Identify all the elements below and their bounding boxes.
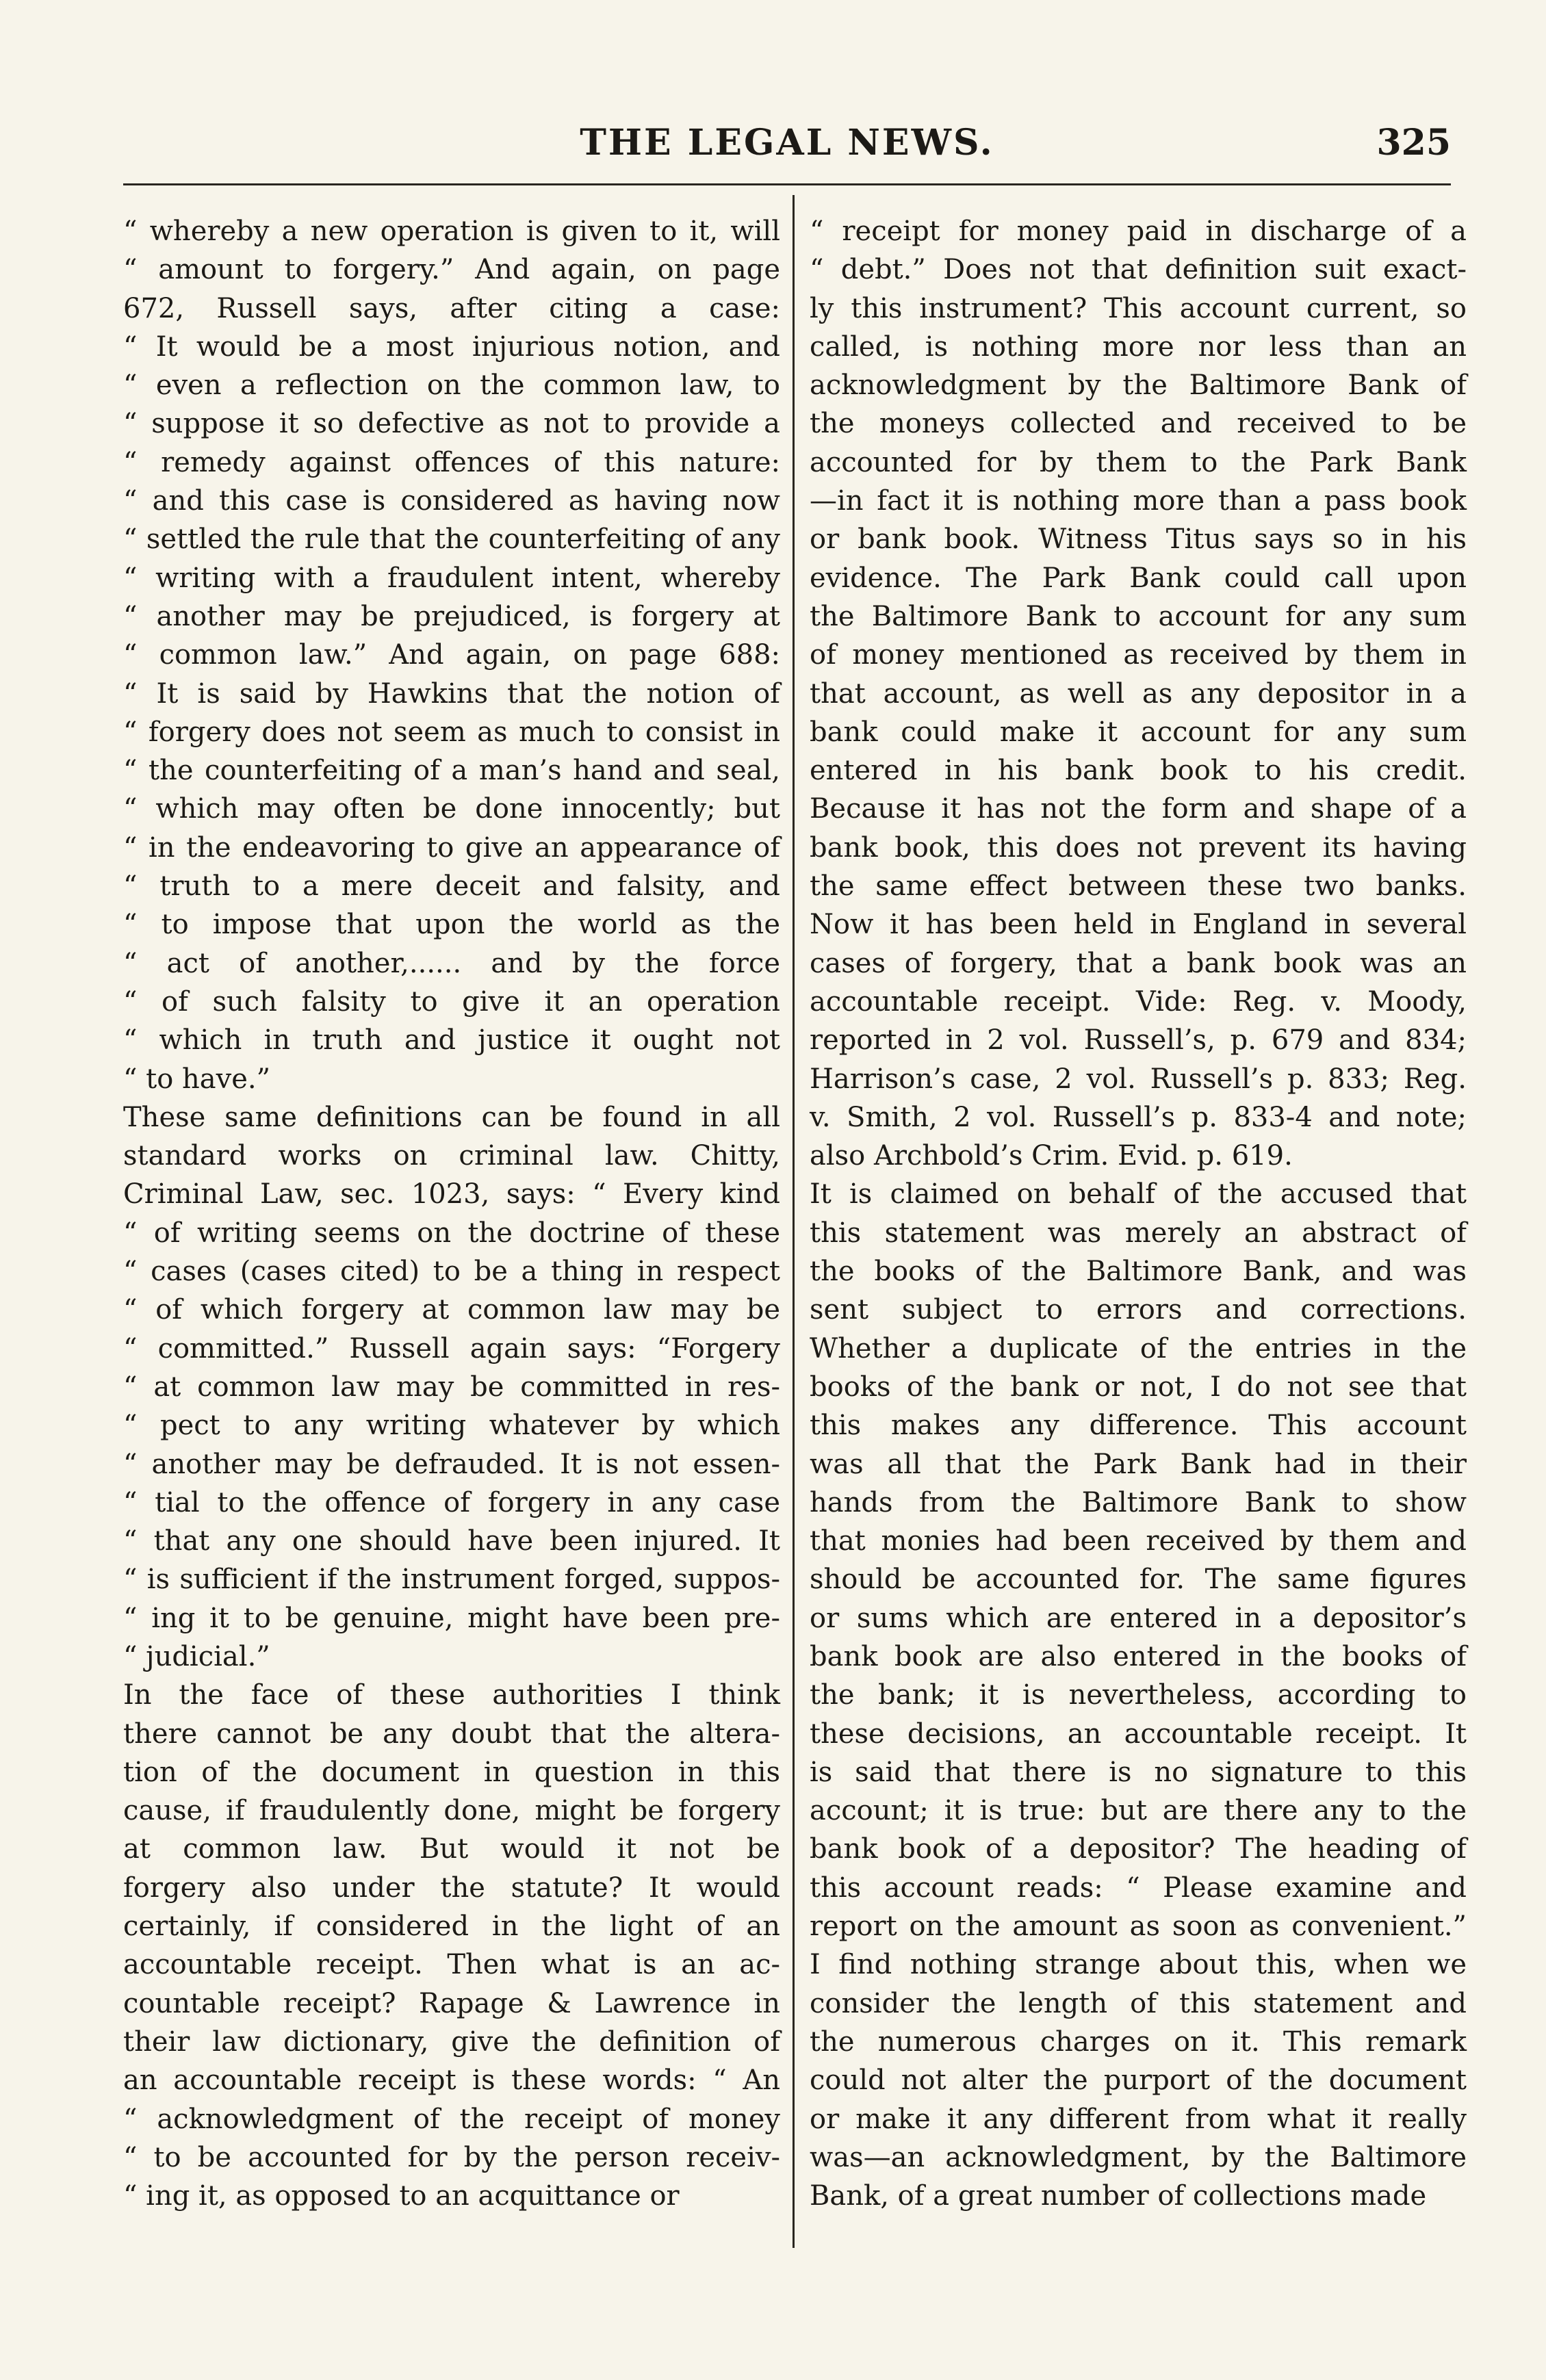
- text-line: that account, as well as any depositor in a: [810, 677, 1467, 710]
- text-line: “ It is said by Hawkins that the notion of: [123, 677, 780, 710]
- text-line: called, is nothing more nor less than an: [810, 331, 1467, 363]
- text-line: cause, if fraudulently done, might be forgery: [123, 1795, 780, 1827]
- text-line: Now it has been held in England in several: [810, 909, 1467, 941]
- text-line: bank book, this does not prevent its having: [810, 831, 1467, 864]
- text-line: “ the counterfeiting of a man’s hand and seal,: [123, 755, 780, 787]
- text-line: v. Smith, 2 vol. Russell’s p. 833-4 and note;: [810, 1101, 1467, 1133]
- text-line: tion of the document in question in this: [123, 1756, 780, 1788]
- text-line: this statement was merely an abstract of: [810, 1217, 1467, 1249]
- text-line: “ truth to a mere deceit and falsity, and: [123, 870, 780, 903]
- text-line: ly this instrument? This account current, so: [810, 292, 1467, 324]
- text-line: “ pect to any writing whatever by which: [123, 1410, 780, 1442]
- text-line: “ to impose that upon the world as the: [123, 909, 780, 941]
- text-line: or make it any different from what it really: [810, 2103, 1467, 2135]
- text-line: It is claimed on behalf of the accused that: [810, 1178, 1467, 1211]
- journal-title: THE LEGAL NEWS.: [580, 122, 994, 164]
- text-line: also Archbold’s Crim. Evid. p. 619.: [810, 1140, 1293, 1172]
- text-line: at common law. But would it not be: [123, 1833, 780, 1865]
- text-line: certainly, if considered in the light of an: [123, 1911, 780, 1943]
- text-line: “ debt.” Does not that definition suit exact-: [810, 254, 1467, 286]
- text-line: 672, Russell says, after citing a case:: [123, 292, 780, 324]
- text-line: forgery also under the statute? It would: [123, 1872, 780, 1904]
- text-line: “ that any one should have been injured. It: [123, 1525, 780, 1557]
- text-line: Because it has not the form and shape of a: [810, 793, 1467, 825]
- text-line: “ of such falsity to give it an operation: [123, 985, 780, 1018]
- text-line: “ suppose it so defective as not to provide a: [123, 408, 780, 440]
- text-line: Bank, of a great number of collections made: [810, 2180, 1427, 2212]
- column-divider: [793, 195, 795, 2248]
- left-column: [123, 212, 780, 2215]
- header-rule: [123, 183, 1451, 185]
- text-line: “ writing with a fraudulent intent, whereby: [123, 562, 780, 594]
- text-line: the numerous charges on it. This remark: [810, 2026, 1467, 2058]
- text-line: “ to be accounted for by the person receiv-: [123, 2141, 780, 2173]
- text-line: entered in his bank book to his credit.: [810, 755, 1467, 787]
- text-line: “ cases (cases cited) to be a thing in respect: [123, 1256, 780, 1288]
- text-line: accountable receipt. Vide: Reg. v. Moody,: [810, 985, 1467, 1018]
- text-line: acknowledgment by the Baltimore Bank of: [810, 370, 1467, 402]
- text-line: reported in 2 vol. Russell’s, p. 679 and 834;: [810, 1024, 1467, 1057]
- text-line: this makes any difference. This account: [810, 1410, 1467, 1442]
- text-line: accounted for by them to the Park Bank: [810, 446, 1467, 478]
- text-line: the books of the Baltimore Bank, and was: [810, 1256, 1467, 1288]
- text-line: In the face of these authorities I think: [123, 1679, 780, 1711]
- text-line: cases of forgery, that a bank book was an: [810, 947, 1467, 979]
- text-line: was all that the Park Bank had in their: [810, 1448, 1467, 1480]
- text-line: “ which in truth and justice it ought not: [123, 1024, 780, 1057]
- text-line: “ tial to the offence of forgery in any case: [123, 1486, 780, 1518]
- text-line: “ another may be defrauded. It is not essen-: [123, 1448, 780, 1480]
- page-number: 325: [1376, 122, 1451, 164]
- right-column: [810, 212, 1467, 2215]
- text-line: bank book are also entered in the books of: [810, 1640, 1467, 1672]
- text-line: “ which may often be done innocently; but: [123, 793, 780, 825]
- text-line: “ receipt for money paid in discharge of a: [810, 216, 1467, 247]
- text-line: should be accounted for. The same figures: [810, 1564, 1467, 1596]
- text-line: bank could make it account for any sum: [810, 716, 1467, 748]
- text-line: consider the length of this statement and: [810, 1987, 1467, 2019]
- text-line: “ amount to forgery.” And again, on page: [123, 254, 780, 286]
- text-line: was—an acknowledgment, by the Baltimore: [810, 2141, 1467, 2173]
- text-line: “ committed.” Russell again says: “Forgery: [123, 1332, 780, 1364]
- text-line: Whether a duplicate of the entries in the: [810, 1332, 1467, 1364]
- text-line: countable receipt? Rapage & Lawrence in: [123, 1987, 780, 2019]
- text-line: or bank book. Witness Titus says so in his: [810, 523, 1467, 556]
- text-line: sent subject to errors and corrections.: [810, 1294, 1467, 1326]
- text-line: I find nothing strange about this, when we: [810, 1949, 1467, 1981]
- text-line: could not alter the purport of the document: [810, 2065, 1467, 2097]
- text-line: “ ing it to be genuine, might have been pre-: [123, 1602, 780, 1634]
- text-line: “ and this case is considered as having now: [123, 485, 780, 517]
- text-line: “ is sufficient if the instrument forged, suppos-: [123, 1564, 780, 1596]
- text-line: “ ing it, as opposed to an acquittance or: [123, 2180, 680, 2212]
- text-line: the same effect between these two banks.: [810, 870, 1467, 903]
- text-line: accountable receipt. Then what is an ac-: [123, 1949, 780, 1981]
- text-line: “ in the endeavoring to give an appearance of: [123, 831, 780, 864]
- text-line: “ remedy against offences of this nature:: [123, 446, 780, 478]
- text-line: this account reads: “ Please examine and: [810, 1872, 1467, 1904]
- text-line: “ of writing seems on the doctrine of these: [123, 1217, 780, 1249]
- text-line: books of the bank or not, I do not see that: [810, 1371, 1467, 1403]
- text-line: these decisions, an accountable receipt. It: [810, 1718, 1467, 1750]
- text-line: hands from the Baltimore Bank to show: [810, 1486, 1467, 1518]
- text-line: “ It would be a most injurious notion, and: [123, 331, 780, 363]
- text-line: the bank; it is nevertheless, according to: [810, 1679, 1467, 1711]
- text-line: the Baltimore Bank to account for any sum: [810, 600, 1467, 632]
- text-line: Criminal Law, sec. 1023, says: “ Every kind: [123, 1178, 780, 1211]
- text-line: the moneys collected and received to be: [810, 408, 1467, 440]
- text-line: report on the amount as soon as convenient.”: [810, 1911, 1467, 1943]
- text-line: bank book of a depositor? The heading of: [810, 1833, 1467, 1865]
- text-line: that monies had been received by them and: [810, 1525, 1467, 1557]
- text-line: standard works on criminal law. Chitty,: [123, 1140, 780, 1172]
- text-line: account; it is true: but are there any to the: [810, 1795, 1467, 1827]
- text-line: “ at common law may be committed in res-: [123, 1371, 780, 1403]
- text-line: “ common law.” And again, on page 688:: [123, 639, 780, 671]
- text-line: “ of which forgery at common law may be: [123, 1294, 780, 1326]
- text-line: “ to have.”: [123, 1063, 271, 1095]
- text-line: Harrison’s case, 2 vol. Russell’s p. 833; Reg.: [810, 1063, 1467, 1095]
- text-line: “ settled the rule that the counterfeiting of any: [123, 523, 780, 556]
- text-line: “ judicial.”: [123, 1640, 270, 1672]
- text-line: of money mentioned as received by them in: [810, 639, 1467, 671]
- text-line: “ another may be prejudiced, is forgery at: [123, 600, 780, 632]
- text-line: “ whereby a new operation is given to it, will: [123, 216, 780, 247]
- text-line: or sums which are entered in a depositor’s: [810, 1602, 1467, 1634]
- text-line: is said that there is no signature to this: [810, 1756, 1467, 1788]
- text-line: an accountable receipt is these words: “ An: [123, 2065, 780, 2097]
- text-line: evidence. The Park Bank could call upon: [810, 562, 1467, 594]
- text-line: —in fact it is nothing more than a pass book: [810, 485, 1467, 517]
- text-line: there cannot be any doubt that the altera-: [123, 1718, 780, 1750]
- text-line: These same definitions can be found in all: [123, 1101, 780, 1133]
- running-header: [123, 122, 1451, 177]
- text-line: “ even a reflection on the common law, to: [123, 370, 780, 402]
- text-line: their law dictionary, give the definition of: [123, 2026, 780, 2058]
- text-line: “ forgery does not seem as much to consist in: [123, 716, 780, 748]
- text-line: “ acknowledgment of the receipt of money: [123, 2103, 780, 2135]
- text-line: “ act of another,...... and by the force: [123, 947, 780, 979]
